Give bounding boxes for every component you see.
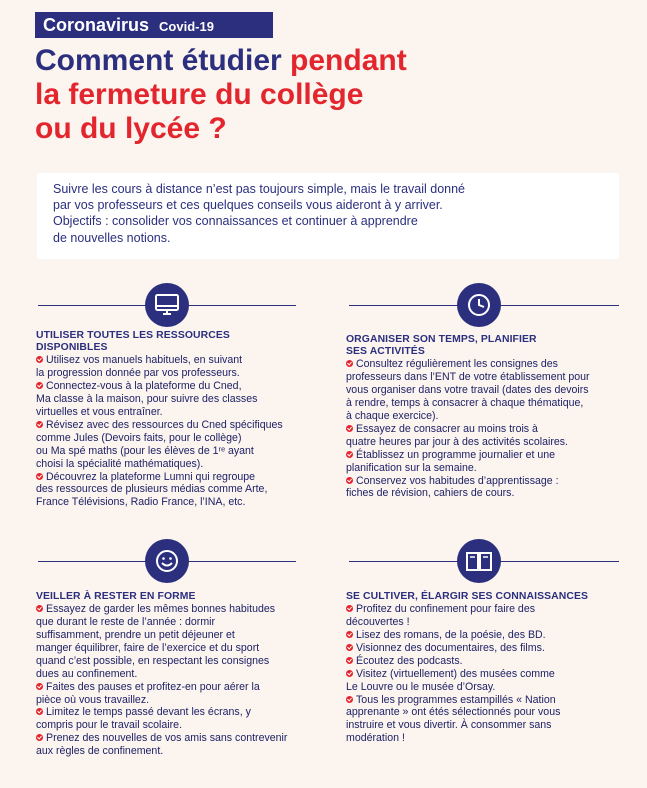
bullet-line <box>36 419 316 432</box>
intro-line: par vos professeurs et ces quelques conseils vous aideront à y arriver. <box>53 198 443 213</box>
section-title-line: DISPONIBLES <box>36 342 108 354</box>
bullet-line <box>36 681 326 694</box>
bullet-item <box>346 423 636 449</box>
bullet-text: Conservez vos habitudes d’apprentissage : <box>356 474 559 487</box>
bullet-line <box>36 745 326 758</box>
bullet-line <box>346 706 636 719</box>
section-title <box>36 330 316 354</box>
section-ressources <box>36 330 316 509</box>
section-items <box>36 354 316 509</box>
bullet-text: Visionnez des documentaires, des films. <box>356 641 545 654</box>
bullet-line <box>346 397 636 410</box>
title-line-2: la fermeture du collège <box>35 78 364 111</box>
bullet-text: Prenez des nouvelles de vos amis sans contrevenir <box>46 732 288 745</box>
clock-icon <box>457 283 501 327</box>
bullet-item <box>346 668 636 694</box>
bullet-line <box>346 358 636 371</box>
bullet-line <box>346 732 636 745</box>
bullet-item <box>346 358 636 423</box>
bullet-text: découvertes ! <box>346 616 410 629</box>
bullet-line <box>36 603 326 616</box>
bullet-line <box>346 410 636 423</box>
title-part-2: pendant <box>290 44 407 77</box>
bullet-text: manger équilibrer, faire de l’exercice et du sport <box>36 641 260 654</box>
bullet-line <box>36 655 326 668</box>
bullet-text: professeurs dans l’ENT de votre établissement pour <box>346 371 590 384</box>
bullet-text: que durant le reste de l’année : dormir <box>36 616 216 629</box>
bullet-line <box>36 668 326 681</box>
section-items <box>346 358 636 500</box>
check-bullet-icon <box>36 473 43 480</box>
bullet-line <box>36 694 326 707</box>
bullet-line <box>346 475 636 488</box>
bullet-line <box>346 642 636 655</box>
bullet-text: Connectez-vous à la plateforme du Cned, <box>46 380 242 393</box>
bullet-item <box>36 354 316 380</box>
bullet-text: Ma classe à la maison, pour suivre des classes <box>36 393 258 406</box>
bullet-text: Faites des pauses et profitez-en pour aérer la <box>46 680 260 693</box>
check-bullet-icon <box>36 356 43 363</box>
bullet-text: virtuelles et vous entraîner. <box>36 406 163 419</box>
bullet-text: Révisez avec des ressources du Cned spécifiques <box>46 418 283 431</box>
bullet-line <box>36 393 316 406</box>
bullet-item <box>346 475 636 501</box>
section-organiser <box>346 334 636 500</box>
bullet-item <box>36 471 316 510</box>
bullet-item <box>36 603 326 680</box>
bullet-text: quand c’est possible, en respectant les consignes <box>36 654 270 667</box>
bullet-text: Utilisez vos manuels habituels, en suivant <box>46 354 243 367</box>
bullet-item <box>346 694 636 746</box>
bullet-text: Tous les programmes estampillés « Nation <box>356 693 556 706</box>
bullet-line <box>36 354 316 367</box>
bullet-text: France Télévisions, Radio France, l’INA, etc. <box>36 496 246 509</box>
bullet-item <box>346 655 636 668</box>
title-line-3: ou du lycée ? <box>35 112 227 145</box>
bullet-text: Découvrez la plateforme Lumni qui regroupe <box>46 470 256 483</box>
computer-monitor-icon <box>145 283 189 327</box>
bullet-text: instruire et vous divertir. À consommer sans <box>346 719 552 732</box>
bullet-line <box>36 471 316 484</box>
tag-sub: Covid-19 <box>159 19 214 34</box>
section-title-line: UTILISER TOUTES LES RESSOURCES <box>36 330 230 341</box>
check-bullet-icon <box>346 425 353 432</box>
section-title <box>346 334 636 358</box>
check-bullet-icon <box>36 683 43 690</box>
check-bullet-icon <box>346 360 353 367</box>
bullet-line <box>346 371 636 384</box>
bullet-line <box>36 432 316 445</box>
bullet-line <box>36 406 316 419</box>
bullet-text: Essayez de garder les mêmes bonnes habitudes <box>46 603 276 616</box>
bullet-line <box>346 384 636 397</box>
check-bullet-icon <box>346 644 353 651</box>
bullet-text: Essayez de consacrer au moins trois à <box>356 422 538 435</box>
bullet-text: Établissez un programme journalier et une <box>356 448 556 461</box>
bullet-text: compris pour le travail scolaire. <box>36 719 183 732</box>
bullet-text: Lisez des romans, de la poésie, des BD. <box>356 629 546 642</box>
bullet-text: aux règles de confinement. <box>36 745 164 758</box>
bullet-text: suffisamment, prendre un petit déjeuner et <box>36 629 235 642</box>
open-book-icon <box>457 539 501 583</box>
bullet-item <box>36 419 316 471</box>
bullet-text: apprenante » ont étés sélectionnés pour vous <box>346 706 561 719</box>
bullet-text: dues au confinement. <box>36 667 138 680</box>
bullet-text: Écoutez des podcasts. <box>356 654 463 667</box>
bullet-text: la progression donnée par vos professeurs. <box>36 367 240 380</box>
bullet-line <box>36 706 326 719</box>
bullet-line <box>346 719 636 732</box>
bullet-text: Limitez le temps passé devant les écrans, y <box>46 706 251 719</box>
intro-line: Suivre les cours à distance n’est pas toujours simple, mais le travail donné <box>53 182 466 196</box>
bullet-item <box>346 629 636 642</box>
bullet-line <box>36 496 316 509</box>
bullet-item <box>36 706 326 732</box>
intro-box <box>37 173 619 259</box>
bullet-line <box>346 449 636 462</box>
check-bullet-icon <box>346 657 353 664</box>
bullet-item <box>346 642 636 655</box>
section-title-line: SES ACTIVITÉS <box>346 346 425 358</box>
section-title <box>36 591 326 603</box>
bullet-item <box>346 449 636 475</box>
section-items <box>36 603 326 758</box>
bullet-item <box>346 603 636 629</box>
bullet-line <box>36 380 316 393</box>
bullet-line <box>346 629 636 642</box>
bullet-line <box>346 616 636 629</box>
bullet-text: quatre heures par jour à des activités scolaires. <box>346 435 568 448</box>
title-part-1: Comment étudier <box>35 44 291 77</box>
bullet-line <box>346 694 636 707</box>
bullet-line <box>36 629 326 642</box>
check-bullet-icon <box>346 696 353 703</box>
check-bullet-icon <box>346 605 353 612</box>
bullet-line <box>36 458 316 471</box>
bullet-line <box>346 603 636 616</box>
bullet-text: planification sur la semaine. <box>346 461 477 474</box>
bullet-line <box>36 367 316 380</box>
bullet-text: des ressources de plusieurs médias comme Arte, <box>36 483 268 496</box>
section-items <box>346 603 636 745</box>
check-bullet-icon <box>36 734 43 741</box>
bullet-line <box>346 487 636 500</box>
section-cultiver <box>346 591 636 745</box>
check-bullet-icon <box>36 605 43 612</box>
section-forme <box>36 591 326 758</box>
bullet-line <box>36 732 326 745</box>
bullet-line <box>346 668 636 681</box>
bullet-item <box>36 681 326 707</box>
bullet-line <box>346 423 636 436</box>
bullet-text: Profitez du confinement pour faire des <box>356 603 536 616</box>
bullet-item <box>36 380 316 419</box>
bullet-text: ou Ma spé maths (pour les élèves de 1ʳᵉ ayant <box>36 444 254 457</box>
section-title-line: VEILLER À RESTER EN FORME <box>36 591 196 602</box>
bullet-line <box>36 719 326 732</box>
bullet-line <box>36 642 326 655</box>
bullet-text: à chaque exercice). <box>346 410 439 423</box>
check-bullet-icon <box>346 631 353 638</box>
bullet-text: comme Jules (Devoirs faits, pour le collège) <box>36 431 242 444</box>
bullet-line <box>36 445 316 458</box>
bullet-text: fiches de révision, cahiers de cours. <box>346 487 515 500</box>
topic-tag <box>35 12 273 38</box>
page-title <box>35 44 635 146</box>
check-bullet-icon <box>36 421 43 428</box>
intro-line: Objectifs : consolider vos connaissances et continuer à apprendre <box>53 214 418 229</box>
bullet-text: pièce où vous travaillez. <box>36 693 150 706</box>
check-bullet-icon <box>36 708 43 715</box>
bullet-text: choisi la spécialité mathématiques). <box>36 457 204 470</box>
check-bullet-icon <box>346 451 353 458</box>
check-bullet-icon <box>36 382 43 389</box>
bullet-text: à rendre, temps à consacrer à chaque thématique, <box>346 397 584 410</box>
tag-main: Coronavirus <box>43 15 150 35</box>
bullet-text: Consultez régulièrement les consignes des <box>356 358 558 371</box>
bullet-text: Visitez (virtuellement) des musées comme <box>356 667 555 680</box>
section-title <box>346 591 636 603</box>
section-title-line: ORGANISER SON TEMPS, PLANIFIER <box>346 334 537 345</box>
bullet-line <box>346 655 636 668</box>
bullet-line <box>36 483 316 496</box>
section-title-line: SE CULTIVER, ÉLARGIR SES CONNAISSANCES <box>346 591 589 602</box>
check-bullet-icon <box>346 670 353 677</box>
bullet-item <box>36 732 326 758</box>
bullet-text: vous organiser dans votre travail (dates des devoirs <box>346 384 589 397</box>
check-bullet-icon <box>346 477 353 484</box>
bullet-line <box>36 616 326 629</box>
bullet-line <box>346 436 636 449</box>
bullet-text: Le Louvre ou le musée d’Orsay. <box>346 680 496 693</box>
title-line-1 <box>35 44 635 78</box>
bullet-line <box>346 681 636 694</box>
intro-line: de nouvelles notions. <box>53 230 171 245</box>
bullet-text: modération ! <box>346 732 405 745</box>
bullet-line <box>346 462 636 475</box>
smiley-face-icon <box>145 539 189 583</box>
